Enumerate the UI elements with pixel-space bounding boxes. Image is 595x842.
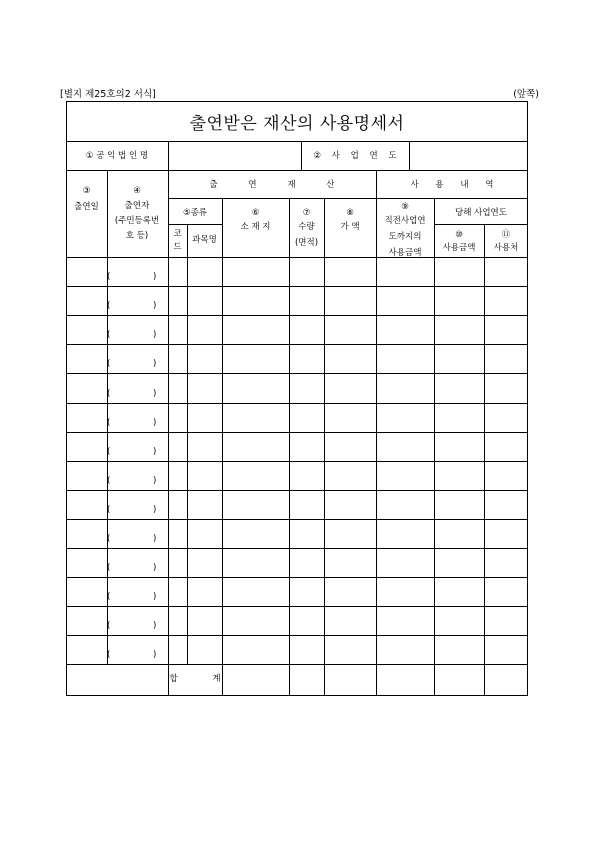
grid-line-v <box>187 224 188 664</box>
col-location-label: 소 재 지 <box>240 222 271 232</box>
paren-close: ) <box>153 650 157 660</box>
grid-line-v <box>168 141 169 170</box>
grid-line-v <box>107 170 111 664</box>
paren-open: ( <box>107 272 111 282</box>
grid-line-v <box>222 198 223 696</box>
paren-close: ) <box>153 505 157 515</box>
paren-close: ) <box>153 534 157 544</box>
paren-open: ( <box>107 330 111 340</box>
grid-line-h <box>66 461 528 462</box>
col-location-number: ⑥ <box>251 208 260 218</box>
current-year-header: 당해 사업연도 <box>455 208 507 218</box>
paren-close: ) <box>153 621 157 631</box>
col-price-label: 가 액 <box>340 222 360 232</box>
grid-line-v <box>484 224 485 696</box>
paren-open: ( <box>107 592 111 602</box>
paren-close: ) <box>153 447 157 457</box>
col-price-number: ⑧ <box>346 208 354 218</box>
total-label: 합 계 <box>169 674 221 684</box>
property-group-header: 출 연 재 산 <box>209 180 335 190</box>
paren-close: ) <box>153 272 157 282</box>
paren-open: ( <box>107 389 111 399</box>
grid-line-h <box>66 403 528 404</box>
col-donor-label: 출연자 <box>124 201 150 211</box>
paren-close: ) <box>153 330 157 340</box>
paren-open: ( <box>107 418 111 428</box>
paren-close: ) <box>153 389 157 399</box>
col-code-label <box>168 228 187 254</box>
grid-line-h <box>66 286 528 287</box>
grid-line-h <box>434 224 528 225</box>
grid-line-h <box>66 141 528 142</box>
grid-line-h <box>66 577 528 578</box>
col-account-label: 과목명 <box>192 235 217 245</box>
col-donor-sub1: (주민등록번 <box>114 216 160 226</box>
paren-open: ( <box>107 301 111 311</box>
col-type-label: ⑤종류 <box>182 208 208 218</box>
col-quantity-sub: (면적) <box>294 238 319 248</box>
col-date-label: 출연일 <box>74 202 99 212</box>
business-year-label: ② 사 업 연 도 <box>313 151 397 161</box>
paren-open: ( <box>107 359 111 369</box>
grid-line-v <box>434 198 435 696</box>
grid-line-v <box>409 141 410 170</box>
col-quantity-label: 수량 <box>298 222 315 232</box>
paren-close: ) <box>153 418 157 428</box>
paren-open: ( <box>107 563 111 573</box>
paren-open: ( <box>107 447 111 457</box>
col-date-number: ③ <box>82 186 91 196</box>
col-code-text: 코드 <box>173 229 182 252</box>
grid-line-h <box>66 635 528 636</box>
grid-line-h <box>66 664 528 665</box>
col-prev-use-line1: 직전사업연 <box>384 216 426 226</box>
paren-close: ) <box>153 476 157 486</box>
form-number: [별지 제25호의2 서식] <box>60 89 156 100</box>
paren-open: ( <box>107 650 111 660</box>
grid-line-h <box>66 490 528 491</box>
col-use-amount-label: 사용금액 <box>442 243 476 253</box>
col-use-place-number: ⑪ <box>501 230 511 240</box>
paren-open: ( <box>107 534 111 544</box>
paren-open: ( <box>107 476 111 486</box>
col-use-amount-number: ⑩ <box>455 230 463 240</box>
paren-open: ( <box>107 621 111 631</box>
grid-line-h <box>66 315 528 316</box>
col-prev-use-line3: 사용금액 <box>388 248 422 257</box>
col-donor-number: ④ <box>133 186 141 196</box>
col-prev-use-number: ⑨ <box>401 202 409 212</box>
org-name-label: ① 공 익 법 인 명 <box>85 151 149 161</box>
paren-close: ) <box>153 592 157 602</box>
paren-close: ) <box>153 359 157 369</box>
paren-close: ) <box>153 563 157 573</box>
grid-line-h <box>168 224 222 225</box>
grid-line-h <box>66 344 528 345</box>
grid-line-h <box>66 257 528 258</box>
col-prev-use-line2: 도까지의 <box>388 232 422 242</box>
grid-line-h <box>66 170 528 171</box>
grid-line-h <box>66 519 528 520</box>
grid-line-v <box>324 198 325 696</box>
grid-line-h <box>66 373 528 374</box>
col-use-place-label: 사용처 <box>493 243 519 253</box>
paren-close: ) <box>153 301 157 311</box>
form-title: 출연받은 재산의 사용명세서 <box>189 114 405 134</box>
paren-open: ( <box>107 505 111 515</box>
usage-group-header: 사 용 내 역 <box>410 180 494 190</box>
grid-line-h <box>66 432 528 433</box>
col-quantity-number: ⑦ <box>302 208 311 218</box>
grid-line-h <box>66 548 528 549</box>
grid-line-v <box>289 198 290 696</box>
grid-line-h <box>66 606 528 607</box>
page-side-label: (앞쪽) <box>513 89 539 100</box>
col-donor-sub2: 호 등) <box>125 231 149 241</box>
